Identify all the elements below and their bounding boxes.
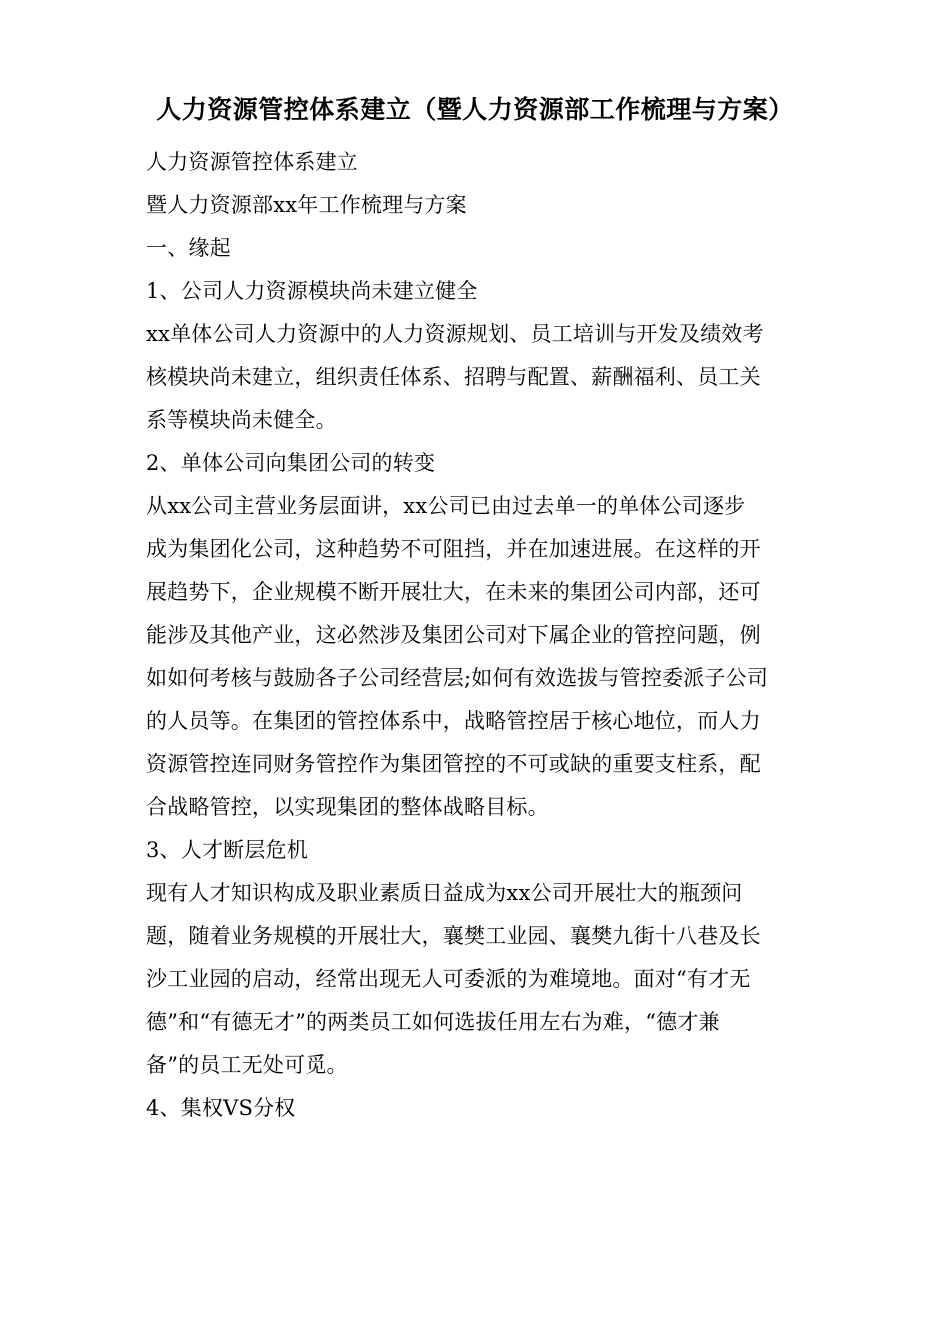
document-title: 人力资源管控体系建立（暨人力资源部工作梳理与方案） [156, 95, 794, 124]
paragraph-line: 的人员等。在集团的管控体系中，战略管控居于核心地位，而人力 [146, 709, 761, 733]
paragraph-line: 从xx公司主营业务层面讲，xx公司已由过去单一的单体公司逐步 [146, 494, 746, 518]
paragraph-line: 核模块尚未建立，组织责任体系、招聘与配置、薪酬福利、员工关 [146, 365, 761, 389]
paragraph-line: 现有人才知识构成及职业素质日益成为xx公司开展壮大的瓶颈问 [146, 881, 743, 905]
paragraph-line: 如如何考核与鼓励各子公司经营层;如何有效选拔与管控委派子公司 [146, 666, 769, 690]
item-heading: 1、公司人力资源模块尚未建立健全 [146, 279, 478, 303]
paragraph-line: 德”和“有德无才”的两类员工如何选拔任用左右为难，“德才兼 [146, 1010, 720, 1034]
item-heading: 4、集权VS分权 [146, 1096, 296, 1120]
paragraph-line: xx单体公司人力资源中的人力资源规划、员工培训与开发及绩效考 [146, 322, 764, 346]
paragraph-line: 展趋势下，企业规模不断开展壮大，在未来的集团公司内部，还可 [146, 580, 761, 604]
paragraph-line: 成为集团化公司，这种趋势不可阻挡，并在加速进展。在这样的开 [146, 537, 761, 561]
paragraph-line: 沙工业园的启动，经常出现无人可委派的为难境地。面对“有才无 [146, 967, 751, 991]
subheading-line: 暨人力资源部xx年工作梳理与方案 [146, 193, 467, 217]
paragraph-line: 合战略管控，以实现集团的整体战略目标。 [146, 795, 549, 819]
paragraph-line: 备”的员工无处可觅。 [146, 1053, 348, 1077]
paragraph-line: 资源管控连同财务管控作为集团管控的不可或缺的重要支柱系，配 [146, 752, 761, 776]
paragraph-line: 系等模块尚未健全。 [146, 408, 337, 432]
section-heading: 一、缘起 [146, 236, 231, 260]
item-heading: 3、人才断层危机 [146, 838, 308, 862]
heading-line: 人力资源管控体系建立 [146, 150, 358, 174]
paragraph-line: 能涉及其他产业，这必然涉及集团公司对下属企业的管控问题，例 [146, 623, 761, 647]
paragraph-line: 题，随着业务规模的开展壮大，襄樊工业园、襄樊九街十八巷及长 [146, 924, 761, 948]
item-heading: 2、单体公司向集团公司的转变 [146, 451, 436, 475]
document-body [146, 141, 806, 1130]
